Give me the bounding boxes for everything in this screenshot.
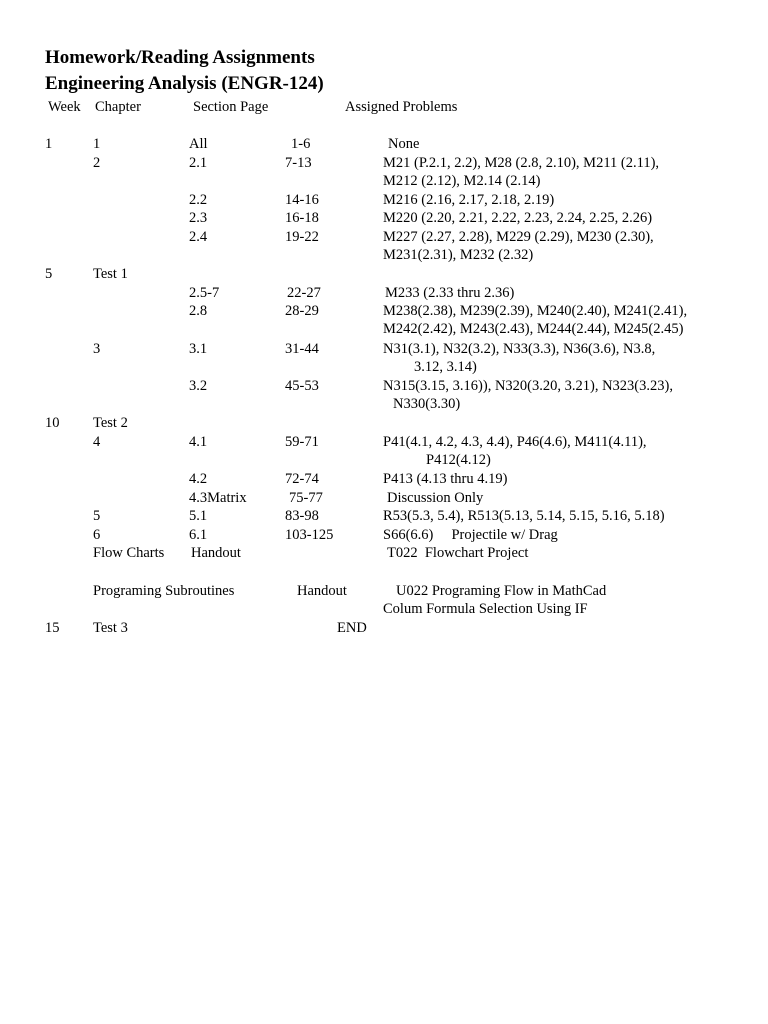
problems-cell: M21 (P.2.1, 2.2), M28 (2.8, 2.10), M211 (2.11), xyxy=(383,155,660,171)
header-section-page: Section Page xyxy=(193,99,269,115)
chapter-cell: Test 1 xyxy=(93,266,128,282)
page-cell: 16-18 xyxy=(285,210,319,226)
problems-cell: P41(4.1, 4.2, 4.3, 4.4), P46(4.6), M411(4.11), xyxy=(383,434,647,450)
section-cell: 3.2 xyxy=(189,378,208,394)
problems-cell: None xyxy=(388,136,420,152)
page-cell: 1-6 xyxy=(291,136,311,152)
week-cell: 5 xyxy=(45,266,53,282)
chapter-cell: 3 xyxy=(93,341,101,357)
page-cell: 14-16 xyxy=(285,192,319,208)
problems-cell: M227 (2.27, 2.28), M229 (2.29), M230 (2.30), xyxy=(383,229,654,245)
page-cell: 83-98 xyxy=(285,508,319,524)
problems-cell-continued: M212 (2.12), M2.14 (2.14) xyxy=(383,173,541,189)
chapter-cell: 5 xyxy=(93,508,101,524)
week-cell: 15 xyxy=(45,620,60,636)
chapter-cell: 4 xyxy=(93,434,101,450)
problems-cell: M233 (2.33 thru 2.36) xyxy=(385,285,515,301)
problems-cell-continued: N330(3.30) xyxy=(393,396,461,412)
page-cell: 75-77 xyxy=(289,490,323,506)
chapter-cell: Test 2 xyxy=(93,415,128,431)
section-cell: 4.2 xyxy=(189,471,208,487)
problems-cell-continued: M231(2.31), M232 (2.32) xyxy=(383,247,534,263)
week-cell: 10 xyxy=(45,415,60,431)
section-cell: Handout xyxy=(297,583,347,599)
problems-cell: P413 (4.13 thru 4.19) xyxy=(383,471,508,487)
section-cell: 4.1 xyxy=(189,434,208,450)
title-line-1: Homework/Reading Assignments xyxy=(45,47,315,68)
section-cell: 6.1 xyxy=(189,527,208,543)
header-chapter: Chapter xyxy=(95,99,141,115)
chapter-cell: 2 xyxy=(93,155,101,171)
problems-cell-continued: Colum Formula Selection Using IF xyxy=(383,601,588,617)
problems-cell: Discussion Only xyxy=(387,490,484,506)
page-cell: 45-53 xyxy=(285,378,319,394)
problems-cell: U022 Programing Flow in MathCad xyxy=(396,583,607,599)
section-cell: 2.5-7 xyxy=(189,285,220,301)
title-line-2: Engineering Analysis (ENGR-124) xyxy=(45,73,324,94)
page-cell: 59-71 xyxy=(285,434,319,450)
problems-cell-continued: M242(2.42), M243(2.43), M244(2.44), M245(2.45) xyxy=(383,321,684,337)
problems-cell: N31(3.1), N32(3.2), N33(3.3), N36(3.6), N3.8, xyxy=(383,341,656,357)
section-cell: 5.1 xyxy=(189,508,208,524)
chapter-cell: Test 3 xyxy=(93,620,128,636)
section-cell: 2.1 xyxy=(189,155,208,171)
problems-cell: T022 Flowchart Project xyxy=(387,545,529,561)
section-cell: 2.3 xyxy=(189,210,208,226)
section-cell: 4.3Matrix xyxy=(189,490,247,506)
problems-cell: M220 (2.20, 2.21, 2.22, 2.23, 2.24, 2.25, 2.26) xyxy=(383,210,653,226)
chapter-cell: Programing Subroutines xyxy=(93,583,235,599)
section-cell: 3.1 xyxy=(189,341,208,357)
section-cell: 2.8 xyxy=(189,303,208,319)
page-cell: 22-27 xyxy=(287,285,321,301)
chapter-cell: Flow Charts xyxy=(93,545,165,561)
page-cell: 19-22 xyxy=(285,229,319,245)
problems-cell: S66(6.6) Projectile w/ Drag xyxy=(383,527,558,543)
page-cell: END xyxy=(337,620,367,636)
week-cell: 1 xyxy=(45,136,53,152)
problems-cell: R53(5.3, 5.4), R513(5.13, 5.14, 5.15, 5.16, 5.18) xyxy=(383,508,665,524)
page-cell: 103-125 xyxy=(285,527,334,543)
header-assigned-problems: Assigned Problems xyxy=(345,99,458,115)
section-cell: Handout xyxy=(191,545,241,561)
problems-cell-continued: P412(4.12) xyxy=(426,452,491,468)
page-cell: 28-29 xyxy=(285,303,319,319)
problems-cell: M216 (2.16, 2.17, 2.18, 2.19) xyxy=(383,192,555,208)
page-cell: 7-13 xyxy=(285,155,312,171)
page-cell: 72-74 xyxy=(285,471,319,487)
problems-cell: N315(3.15, 3.16)), N320(3.20, 3.21), N323(3.23), xyxy=(383,378,673,394)
header-week: Week xyxy=(48,99,81,115)
problems-cell-continued: 3.12, 3.14) xyxy=(414,359,477,375)
problems-cell: M238(2.38), M239(2.39), M240(2.40), M241(2.41), xyxy=(383,303,688,319)
section-cell: 2.2 xyxy=(189,192,208,208)
chapter-cell: 6 xyxy=(93,527,101,543)
section-cell: All xyxy=(189,136,208,152)
chapter-cell: 1 xyxy=(93,136,101,152)
section-cell: 2.4 xyxy=(189,229,208,245)
page-cell: 31-44 xyxy=(285,341,319,357)
